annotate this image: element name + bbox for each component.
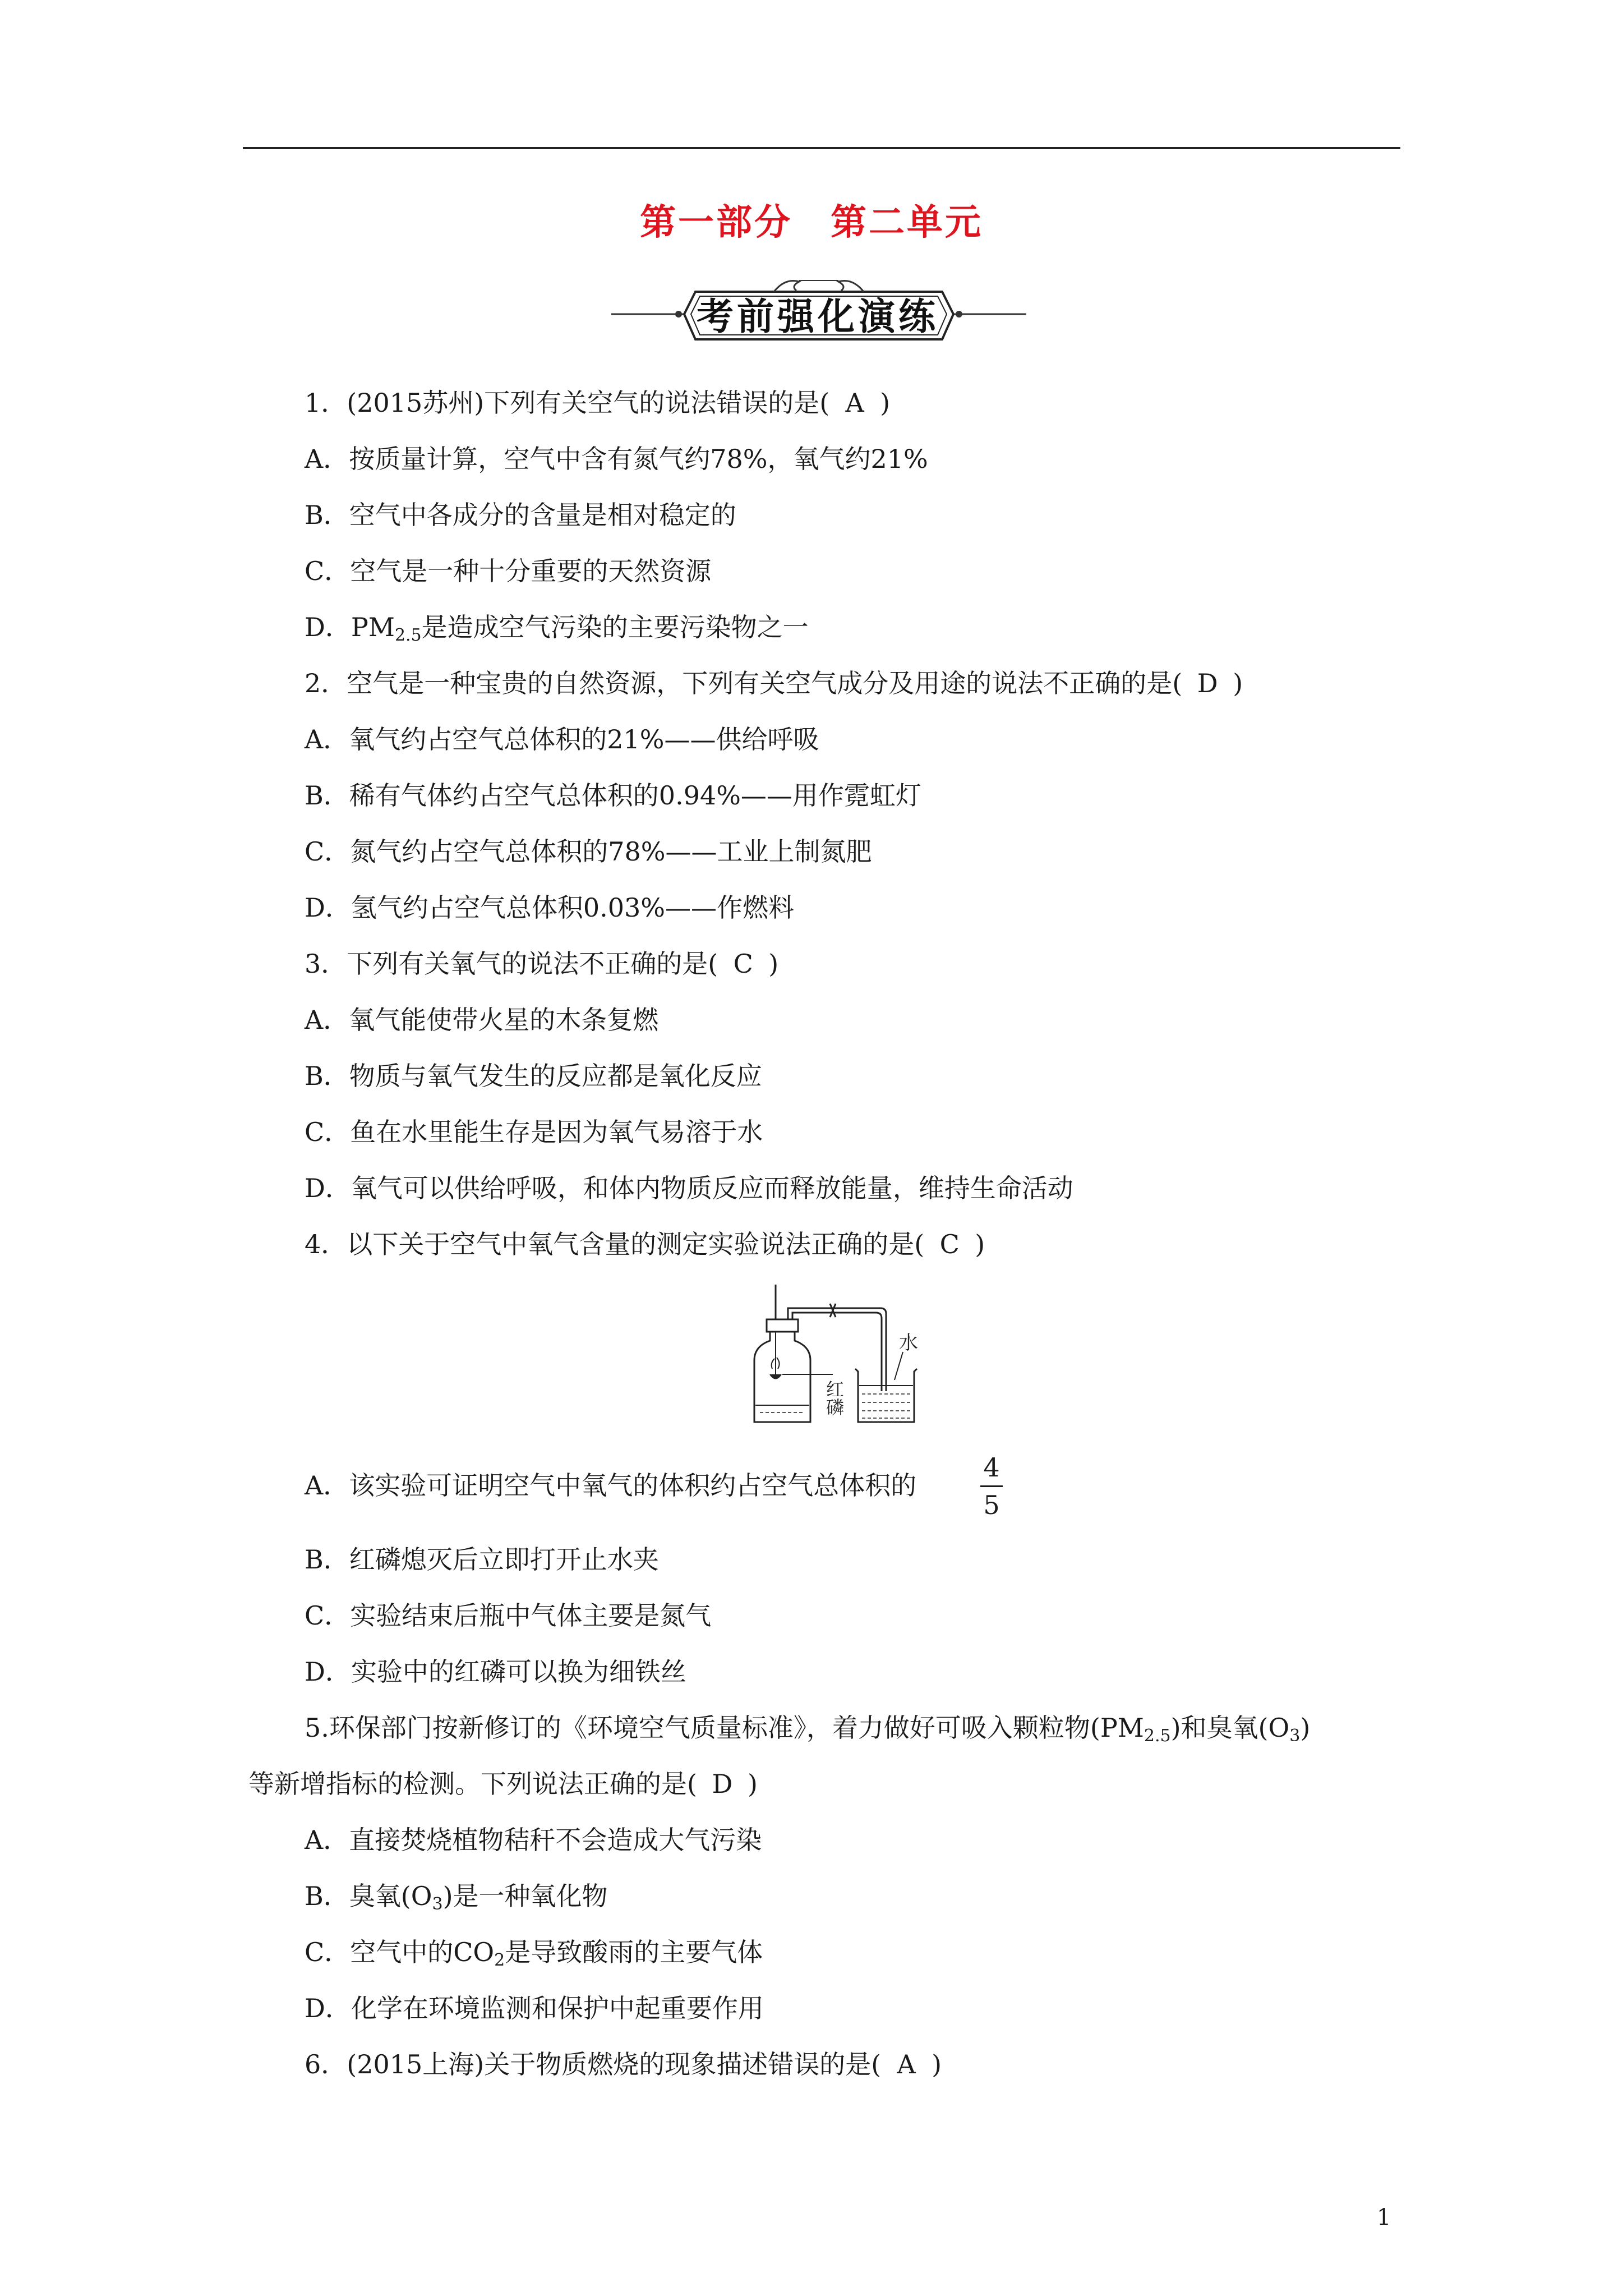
question-5-line-1: 5.环保部门按新修订的《环境空气质量标准》，着力做好可吸入颗粒物$(PM_{2.5})$和臭氧$(O_3)$ [305,1713,1311,1746]
label-water: 水 [899,1332,918,1354]
banner-title: 考前强化演练 [697,295,939,338]
q2-option-d: D．氢气约占空气总体积0.03%——作燃料 [305,892,795,923]
q2-option-b: B．稀有气体约占空气总体积的0.94%——用作霓虹灯 [305,780,921,811]
question-1: 1．(2015苏州)下列有关空气的说法错误的是( A ) [305,386,890,420]
q3-option-a: A．氧气能使带火星的木条复燃 [305,1005,659,1035]
q5-option-a: A．直接焚烧植物秸秆不会造成大气污染 [305,1825,762,1855]
answer-6: A [897,2049,916,2079]
q3-option-c: C．鱼在水里能生存是因为氧气易溶于水 [305,1117,763,1147]
question-5-line-2: 等新增指标的检测。下列说法正确的是( D ) [248,1767,758,1801]
q1-option-b: B．空气中各成分的含量是相对稳定的 [305,500,736,530]
q2-option-a: A．氧气约占空气总体积的21%——供给呼吸 [305,724,819,754]
part-title: 第一部分 第二单元 [640,202,983,243]
label-phosphorus: 红磷 [823,1380,845,1416]
question-2: 2．空气是一种宝贵的自然资源，下列有关空气成分及用途的说法不正确的是( D ) [305,666,1243,700]
q1-option-d: D．$PM_{2.5}$是造成空气污染的主要污染物之一 [305,612,809,645]
answer-3: C [733,949,753,979]
answer-1: A [845,388,864,418]
answer-5: D [712,1769,733,1799]
question-6: 6．(2015上海)关于物质燃烧的现象描述错误的是( A ) [305,2047,942,2081]
q5-option-d: D．化学在环境监测和保护中起重要作用 [305,1993,764,2023]
q1-option-a: A．按质量计算，空气中含有氮气约78%，氧气约21% [305,444,928,474]
question-3: 3．下列有关氧气的说法不正确的是( C ) [305,947,778,981]
question-4: 4．以下关于空气中氧气含量的测定实验说法正确的是( C ) [305,1227,985,1261]
q1-option-c: C．空气是一种十分重要的天然资源 [305,556,712,586]
q5-option-b: B．臭氧$(O_3)$是一种氧化物 [305,1881,608,1914]
experiment-diagram [743,1285,934,1425]
q4-option-b: B．红磷熄灭后立即打开止水夹 [305,1544,659,1575]
q2-option-c: C．氮气约占空气总体积的78%——工业上制氮肥 [305,836,872,867]
q5-option-c: C．空气中的$CO_2$是导致酸雨的主要气体 [305,1937,763,1970]
q4-option-c: C．实验结束后瓶中气体主要是氮气 [305,1600,712,1631]
q4-option-a: A．该实验可证明空气中氧气的体积约占空气总体积的 [305,1470,917,1501]
q4-option-d: D．实验中的红磷可以换为细铁丝 [305,1657,686,1687]
page-number: 1 [1377,2205,1391,2230]
q3-option-b: B．物质与氧气发生的反应都是氧化反应 [305,1061,762,1091]
answer-4: C [939,1229,960,1259]
q3-option-d: D．氧气可以供给呼吸，和体内物质反应而释放能量，维持生命活动 [305,1173,1073,1203]
header-rule [243,147,1400,149]
fraction-four-fifths: 4 5 [980,1452,1003,1521]
answer-2: D [1197,668,1218,698]
